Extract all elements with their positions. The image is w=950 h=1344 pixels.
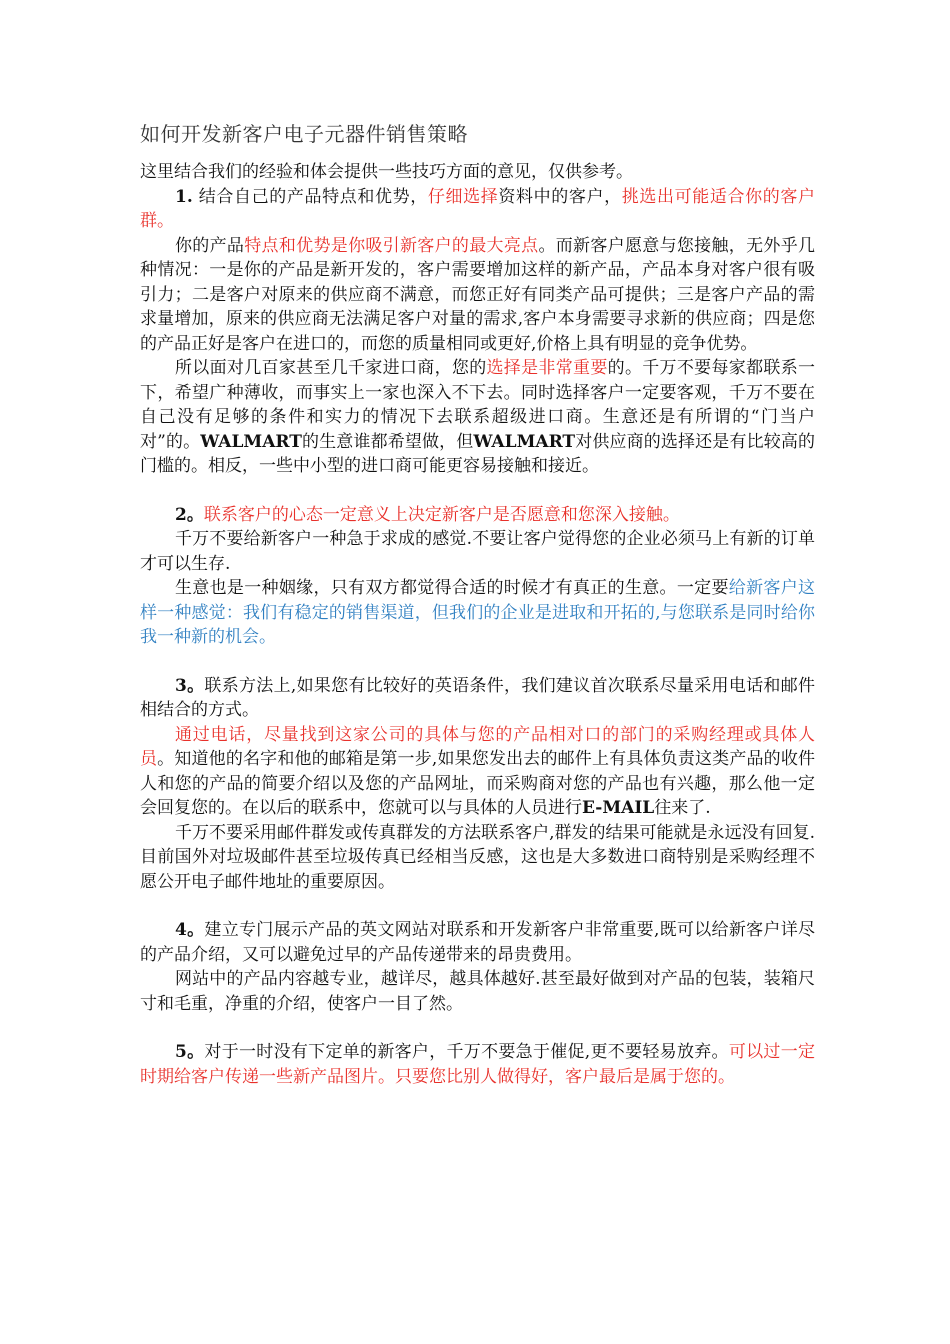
page-title: 如何开发新客户电子元器件销售策略 <box>140 122 468 146</box>
text: 往来了. <box>654 798 711 818</box>
section-4-number: 4。 <box>175 920 205 940</box>
text: 资料中的客户， <box>498 186 622 207</box>
section-2-number: 2。 <box>175 504 204 525</box>
text: 的生意谁都希望做，但 <box>301 431 474 452</box>
text: 对供应商的选择还是有比较高的门槛的。相反，一些中小型的进口商可能更容易接触和接近。 <box>140 431 816 476</box>
text: 建立专门展示产品的英文网站对联系和开发新客户非常重要,既可以给新客户详尽的产品介绍，又可以避免过早的产品传递带来的昂贵费用。 <box>140 920 815 965</box>
intro-paragraph: 这里结合我们的经验和体会提供一些技巧方面的意见，仅供参考。 <box>140 162 633 182</box>
section-2-paragraph-3 <box>140 576 815 650</box>
highlight-red: 通过电话，尽量找到这家公司的具体与您的产品相对口的部门的采购经理或具体人员 <box>140 724 815 769</box>
spacer <box>140 1016 815 1040</box>
highlight-blue: 给新客户这样一种感觉：我们有稳定的销售渠道，但我们的企业是进取和开拓的,与您联系是同时给你我一种新的机会。 <box>140 578 816 647</box>
section-1-number: 1. <box>175 186 193 207</box>
highlight-red: 仔细选择 <box>427 186 499 207</box>
section-2-paragraph-2: 千万不要给新客户一种急于求成的感觉.不要让客户觉得您的企业必须马上有新的订单才可以生存. <box>140 529 815 574</box>
highlight-red: 可以过一定时期给客户传递一些新产品图片。只要您比别人做得好，客户最后是属于您的。 <box>140 1042 816 1087</box>
spacer <box>140 650 815 674</box>
text: 生意也是一种姻缘，只有双方都觉得合适的时候才有真正的生意。一定要 <box>175 578 729 598</box>
section-3-paragraph-2 <box>140 723 815 821</box>
section-4-paragraph-2: 网站中的产品内容越专业，越详尽，越具体越好.甚至最好做到对产品的包装，装箱尺寸和毛重，净重的介绍，使客户一目了然。 <box>140 969 815 1014</box>
highlight-red: 特点和优势是你吸引新客户的最大亮点 <box>244 235 539 256</box>
section-3-paragraph-3: 千万不要采用邮件群发或传真群发的方法联系客户,群发的结果可能就是永远没有回复.目前国外对垃圾邮件甚至垃圾传真已经相当反感，这也是大多数进口商特别是采购经理不愿公开电子邮件地址的重要原因。 <box>140 822 815 892</box>
brand-name: WALMART <box>200 431 302 452</box>
section-3-number: 3。 <box>175 675 205 696</box>
text: 。而新客户愿意与您接触，无外乎几种情况：一是你的产品是新开发的，客户需要增加这样的新产品，产品本身对客户很有吸引力；二是客户对原来的供应商不满意，而您正好有同类产品可提供；三是客户产品的需求量增加，原来的供应商无法满足客户对量的需求,客户本身需要寻求新的供应商；四是您的产品正好是客户在进口的，而您的质量相同或更好,价格上具有明显的竞争优势。 <box>140 235 816 354</box>
brand-name: WALMART <box>473 431 576 452</box>
text: 对于一时没有下定单的新客户，千万不要急于催促,更不要轻易放弃。 <box>204 1042 729 1062</box>
text: 的。千万不要每家都联系一下，希望广种薄收，而事实上一家也深入不下去。同时选择客户一定要客观，千万不要在自己没有足够的条件和实力的情况下去联系超级进口商。生意还是有所谓的“门当户对”的。 <box>140 358 816 452</box>
text: 所以面对几百家甚至几千家进口商，您的 <box>175 358 487 378</box>
section-1-heading <box>140 185 815 234</box>
document-page <box>140 118 815 1089</box>
highlight-red: 挑选出可能适合你的客户群。 <box>140 186 816 231</box>
section-1-paragraph-3 <box>140 356 815 479</box>
text: 。知道他的名字和他的邮箱是第一步,如果您发出去的邮件上有具体负责这类产品的收件人和您的产品的简要介绍以及您的产品网址，而采购商对您的产品也有兴趣，那么他一定会回复您的。在以后的联系中，您就可以与具体的人员进行 <box>140 749 815 818</box>
section-5-number: 5。 <box>175 1042 205 1062</box>
section-2-heading <box>140 503 815 528</box>
spacer <box>140 479 815 503</box>
section-4-heading <box>140 918 815 967</box>
spacer <box>140 894 815 918</box>
section-1-paragraph-2 <box>140 234 815 357</box>
section-5-heading <box>140 1040 815 1089</box>
highlight-red: 联系客户的心态一定意义上决定新客户是否愿意和您深入接触。 <box>203 504 680 525</box>
section-3-heading <box>140 674 815 723</box>
email-term: E-MAIL <box>582 798 655 818</box>
text: 结合自己的产品特点和优势， <box>192 186 428 207</box>
highlight-red: 选择是非常重要 <box>486 358 608 378</box>
text: 联系方法上,如果您有比较好的英语条件，我们建议首次联系尽量采用电话和邮件相结合的方式。 <box>140 675 815 720</box>
text: 你的产品 <box>175 235 245 256</box>
